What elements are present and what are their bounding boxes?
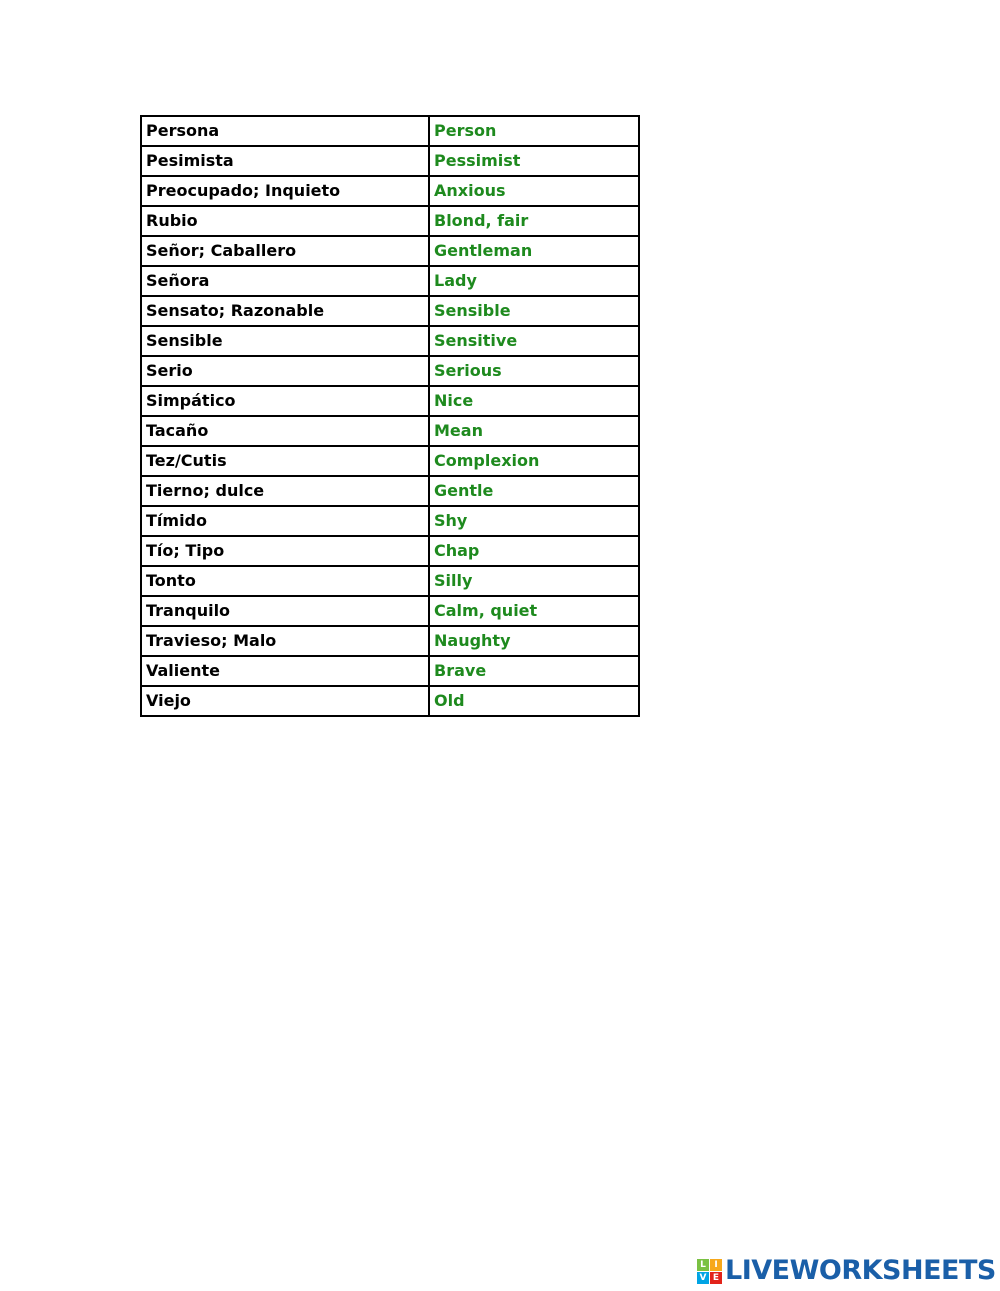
english-translation-cell: Mean	[429, 416, 639, 446]
table-row	[141, 326, 639, 356]
spanish-word-cell: Pesimista	[141, 146, 429, 176]
english-translation-cell: Complexion	[429, 446, 639, 476]
table-row	[141, 656, 639, 686]
table-row	[141, 386, 639, 416]
spanish-word-cell: Tierno; dulce	[141, 476, 429, 506]
english-translation-cell: Brave	[429, 656, 639, 686]
table-row	[141, 536, 639, 566]
brand-name: LIVEWORKSHEETS	[725, 1255, 996, 1286]
english-translation-cell: Old	[429, 686, 639, 716]
english-translation-cell: Gentleman	[429, 236, 639, 266]
liveworksheets-logo-icon	[697, 1259, 722, 1284]
english-translation-cell: Anxious	[429, 176, 639, 206]
spanish-word-cell: Tez/Cutis	[141, 446, 429, 476]
table-row	[141, 116, 639, 146]
table-row	[141, 176, 639, 206]
spanish-word-cell: Señor; Caballero	[141, 236, 429, 266]
logo-tile-v: V	[697, 1272, 709, 1284]
table-row	[141, 686, 639, 716]
english-translation-cell: Serious	[429, 356, 639, 386]
english-translation-cell: Blond, fair	[429, 206, 639, 236]
spanish-word-cell: Valiente	[141, 656, 429, 686]
logo-tile-l: L	[697, 1259, 709, 1271]
spanish-word-cell: Tacaño	[141, 416, 429, 446]
spanish-word-cell: Tímido	[141, 506, 429, 536]
english-translation-cell: Shy	[429, 506, 639, 536]
vocabulary-table-body	[141, 116, 639, 716]
spanish-word-cell: Simpático	[141, 386, 429, 416]
spanish-word-cell: Tío; Tipo	[141, 536, 429, 566]
spanish-word-cell: Tranquilo	[141, 596, 429, 626]
table-row	[141, 266, 639, 296]
logo-tile-i: I	[710, 1259, 722, 1271]
vocabulary-table	[140, 115, 640, 717]
english-translation-cell: Pessimist	[429, 146, 639, 176]
english-translation-cell: Chap	[429, 536, 639, 566]
table-row	[141, 446, 639, 476]
english-translation-cell: Person	[429, 116, 639, 146]
english-translation-cell: Lady	[429, 266, 639, 296]
spanish-word-cell: Serio	[141, 356, 429, 386]
spanish-word-cell: Sensato; Razonable	[141, 296, 429, 326]
table-row	[141, 146, 639, 176]
english-translation-cell: Sensitive	[429, 326, 639, 356]
english-translation-cell: Nice	[429, 386, 639, 416]
spanish-word-cell: Preocupado; Inquieto	[141, 176, 429, 206]
english-translation-cell: Naughty	[429, 626, 639, 656]
liveworksheets-brand	[697, 1257, 996, 1285]
spanish-word-cell: Persona	[141, 116, 429, 146]
table-row	[141, 566, 639, 596]
table-row	[141, 416, 639, 446]
spanish-word-cell: Rubio	[141, 206, 429, 236]
table-row	[141, 206, 639, 236]
table-row	[141, 236, 639, 266]
english-translation-cell: Calm, quiet	[429, 596, 639, 626]
table-row	[141, 626, 639, 656]
table-row	[141, 356, 639, 386]
spanish-word-cell: Viejo	[141, 686, 429, 716]
table-row	[141, 506, 639, 536]
english-translation-cell: Silly	[429, 566, 639, 596]
english-translation-cell: Gentle	[429, 476, 639, 506]
spanish-word-cell: Tonto	[141, 566, 429, 596]
logo-tile-e: E	[710, 1272, 722, 1284]
table-row	[141, 296, 639, 326]
table-row	[141, 476, 639, 506]
english-translation-cell: Sensible	[429, 296, 639, 326]
spanish-word-cell: Sensible	[141, 326, 429, 356]
spanish-word-cell: Señora	[141, 266, 429, 296]
table-row	[141, 596, 639, 626]
spanish-word-cell: Travieso; Malo	[141, 626, 429, 656]
